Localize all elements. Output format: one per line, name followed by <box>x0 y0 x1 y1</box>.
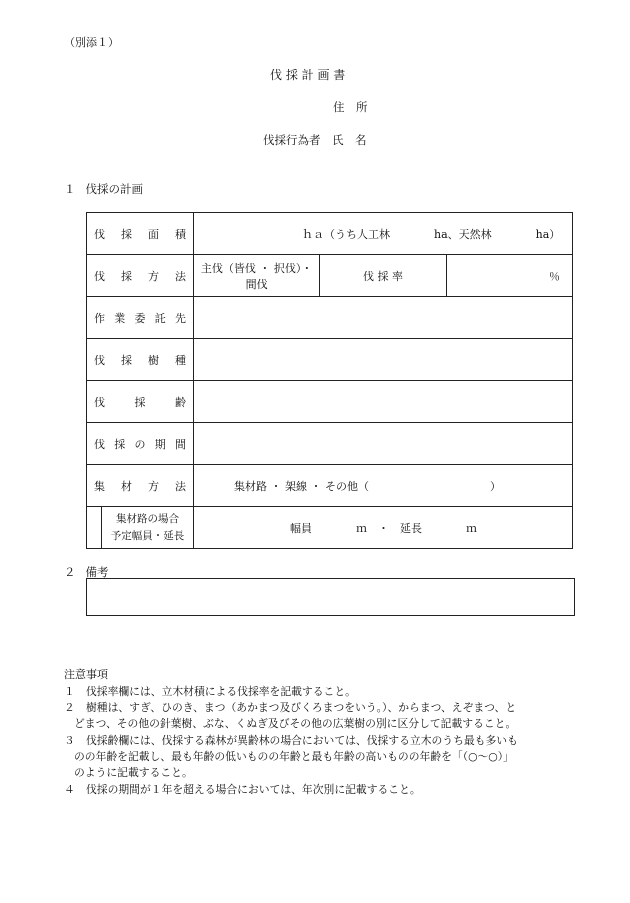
road-label-line2: 予定幅員・延長 <box>110 529 185 542</box>
note-item-3: ３ 伐採齢欄には、伐採する森林が異齢林の場合においては、伐採する立木のうち最も多いも <box>64 734 518 747</box>
note-item-3-cont2: のように記載すること。 <box>74 766 193 779</box>
period-value[interactable] <box>194 423 573 465</box>
table-row-collection <box>87 465 573 507</box>
document-title: 伐 採 計 画 書 <box>270 68 346 82</box>
notes-title: 注意事項 <box>64 668 108 681</box>
name-label: 伐採行為者 氏 名 <box>263 133 367 147</box>
attachment-label: （別添１） <box>64 36 119 49</box>
period-label: 伐 採 の 期 間 <box>87 423 194 465</box>
contractor-label: 作 業 委 託 先 <box>87 297 194 339</box>
note-item-4: ４ 伐採の期間が１年を超える場合においては、年次別に記載すること。 <box>64 783 421 796</box>
table-row-contractor <box>87 297 573 339</box>
note-item-2-cont: どまつ、その他の針葉樹、ぶな、くぬぎ及びその他の広葉樹の別に区分して記載すること。 <box>74 717 517 730</box>
section2-title: 備考 <box>85 565 109 579</box>
note-item-3-cont: のの年齢を記載し、最も年齢の低いものの年齢と最も年齢の高いものの年齢を「（○～○）」 <box>74 750 514 763</box>
section1-number: １ <box>64 182 76 196</box>
table-row-method <box>87 255 573 297</box>
area-value[interactable]: ｈａ（うち人工林 ha、天然林 ha） <box>194 213 573 255</box>
table-row-period <box>87 423 573 465</box>
species-label: 伐 採 樹 種 <box>87 339 194 381</box>
table-row-age <box>87 381 573 423</box>
section1-heading <box>64 181 143 197</box>
collection-value[interactable]: 集材路 ・ 架線 ・ その他（ ） <box>194 465 573 507</box>
table-row-road <box>87 507 573 549</box>
species-value[interactable] <box>194 339 573 381</box>
age-label: 伐 採 齢 <box>87 381 194 423</box>
rate-unit[interactable]: ％ <box>446 255 572 297</box>
logging-plan-table <box>86 212 573 549</box>
remarks-box[interactable] <box>86 578 575 616</box>
area-label: 伐 採 面 積 <box>87 213 194 255</box>
table-row-species <box>87 339 573 381</box>
rate-label: 伐 採 率 <box>320 255 446 297</box>
table-row-area <box>87 213 573 255</box>
note-item-1: １ 伐採率欄には、立木材積による伐採率を記載すること。 <box>64 685 356 698</box>
note-item-2: ２ 樹種は、すぎ、ひのき、まつ（あかまつ及びくろまつをいう。）、からまつ、えぞまつ、と <box>64 701 517 714</box>
age-value[interactable] <box>194 381 573 423</box>
contractor-value[interactable] <box>194 297 573 339</box>
section1-title: 伐採の計画 <box>85 182 143 196</box>
section2-number: ２ <box>64 565 76 579</box>
road-label-line1: 集材路の場合 <box>116 512 179 525</box>
method-value[interactable]: 主伐（皆伐 ・ 択伐）・ 間伐 <box>194 255 320 297</box>
address-label: 住 所 <box>333 100 368 114</box>
road-label <box>87 507 194 549</box>
road-value[interactable]: 幅員 ｍ ・ 延長 ｍ <box>194 507 573 549</box>
collection-label: 集 材 方 法 <box>87 465 194 507</box>
method-label: 伐 採 方 法 <box>87 255 194 297</box>
